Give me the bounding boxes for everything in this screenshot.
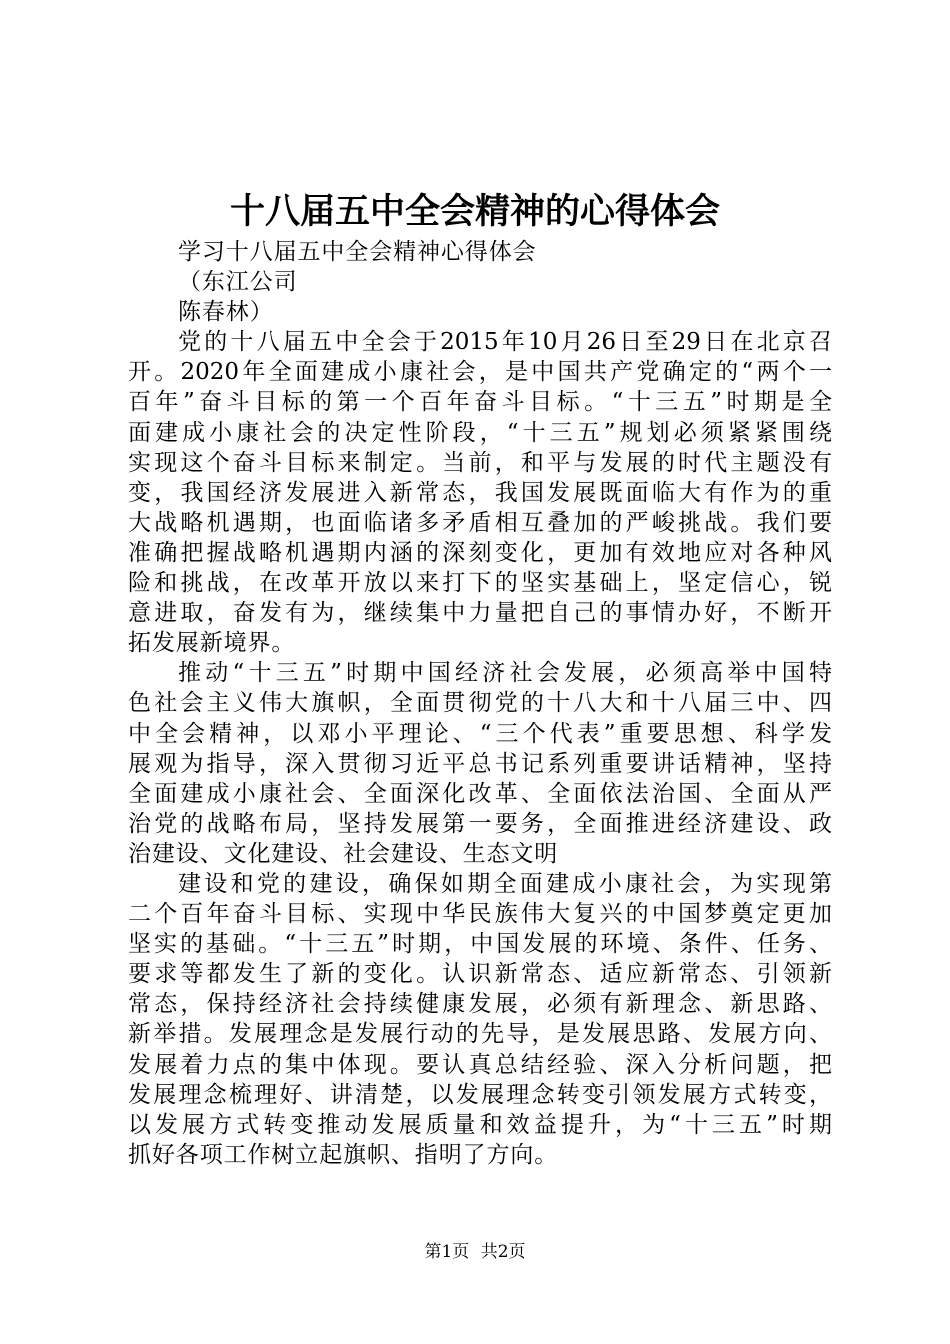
paragraph-line: 推动“十三五”时期中国经济社会发展，必须高举中国特	[178, 660, 832, 687]
paragraph-line: 面建成小康社会的决定性阶段，“十三五”规划必须紧紧围绕	[128, 419, 832, 446]
paragraph-line: 发展着力点的集中体现。要认真总结经验、深入分析问题，把	[128, 1051, 832, 1078]
document-title: 十八届五中全会精神的心得体会	[229, 191, 720, 232]
paragraph-line: 意进取，奋发有为，继续集中力量把自己的事情办好，不断开	[128, 600, 832, 627]
author-line: 陈春林）	[178, 299, 274, 326]
paragraph-line: 二个百年奋斗目标、实现中华民族伟大复兴的中国梦奠定更加	[128, 901, 832, 928]
paragraph-1	[128, 327, 832, 658]
paragraph-line: 抓好各项工作树立起旗帜、指明了方向。	[128, 1141, 559, 1168]
subtitle-line: 学习十八届五中全会精神心得体会	[178, 239, 537, 265]
paragraph-line: 治建设、文化建设、社会建设、生态文明	[128, 840, 559, 867]
paragraph-line: 常态，保持经济社会持续健康发展，必须有新理念、新思路、	[128, 991, 832, 1018]
paragraph-line: 变，我国经济发展进入新常态，我国发展既面临大有作为的重	[128, 479, 832, 506]
paragraph-2	[128, 658, 832, 869]
paragraph-line: 要求等都发生了新的变化。认识新常态、适应新常态、引领新	[128, 961, 832, 988]
paragraph-line: 党的十八届五中全会于2015年10月26日至29日在北京召	[178, 329, 832, 356]
paragraph-line: 中全会精神，以邓小平理论、“三个代表”重要思想、科学发	[128, 720, 832, 747]
paragraph-line: 新举措。发展理念是发展行动的先导，是发展思路、发展方向、	[128, 1021, 832, 1048]
paragraph-line: 拓发展新境界。	[128, 630, 296, 657]
paragraph-line: 准确把握战略机遇期内涵的深刻变化，更加有效地应对各种风	[128, 539, 832, 566]
paragraph-line: 百年”奋斗目标的第一个百年奋斗目标。“十三五”时期是全	[128, 389, 832, 416]
paragraph-line: 建设和党的建设，确保如期全面建成小康社会，为实现第	[178, 870, 832, 897]
paragraph-line: 实现这个奋斗目标来制定。当前，和平与发展的时代主题没有	[128, 449, 832, 476]
paragraph-line: 以发展方式转变推动发展质量和效益提升，为“十三五”时期	[128, 1111, 832, 1138]
paragraph-line: 大战略机遇期，也面临诸多矛盾相互叠加的严峻挑战。我们要	[128, 509, 832, 536]
paragraph-3	[128, 869, 832, 1170]
paragraph-line: 坚实的基础。“十三五”时期，中国发展的环境、条件、任务、	[128, 931, 832, 958]
paragraph-line: 治党的战略布局，坚持发展第一要务，全面推进经济建设、政	[128, 810, 832, 837]
organization-line: （东江公司	[178, 269, 298, 296]
page-footer	[0, 1240, 950, 1264]
page-number: 第1页	[424, 1242, 470, 1262]
paragraph-line: 险和挑战，在改革开放以来打下的坚实基础上，坚定信心，锐	[128, 570, 832, 597]
paragraph-line: 全面建成小康社会、全面深化改革、全面依法治国、全面从严	[128, 780, 832, 807]
paragraph-line: 展观为指导，深入贯彻习近平总书记系列重要讲话精神，坚持	[128, 750, 832, 777]
paragraph-line: 开。2020年全面建成小康社会，是中国共产党确定的“两个一	[128, 359, 832, 386]
document-body	[128, 237, 832, 1170]
paragraph-line: 发展理念梳理好、讲清楚，以发展理念转变引领发展方式转变，	[128, 1081, 832, 1108]
paragraph-line: 色社会主义伟大旗帜，全面贯彻党的十八大和十八届三中、四	[128, 690, 832, 717]
total-pages: 共2页	[480, 1242, 526, 1262]
